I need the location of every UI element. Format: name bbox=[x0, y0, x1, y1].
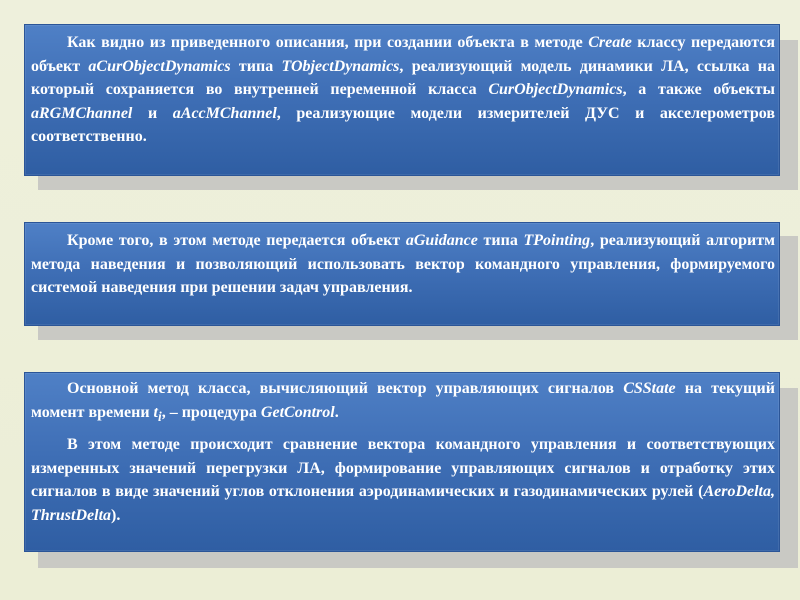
code-term: aAccMChannel bbox=[172, 104, 277, 122]
math-variable: t bbox=[153, 403, 158, 421]
paragraph bbox=[31, 31, 775, 149]
text: классу передаются объект bbox=[31, 34, 776, 75]
math-subscript: i bbox=[158, 408, 162, 424]
text: , а также объекты bbox=[622, 81, 775, 98]
text: Кроме того, в этом методе передается объект bbox=[67, 232, 406, 249]
paragraph bbox=[31, 229, 775, 300]
text: на текущий момент времени bbox=[31, 380, 775, 421]
text: В этом методе происходит сравнение вектора командного управления и соответствующих измеренных значений перегрузки ЛА, формирование управляющих сигналов и отработку этих сигналов в виде значений углов отклонения аэродинамических и газодинамических рулей ( bbox=[31, 436, 775, 501]
text-panel-create-method bbox=[24, 24, 780, 176]
text: ). bbox=[111, 506, 121, 524]
text-panel-guidance bbox=[24, 222, 780, 326]
text: типа bbox=[477, 232, 524, 249]
code-term: aGuidance bbox=[405, 232, 478, 249]
paragraph bbox=[31, 377, 775, 428]
text-panel-getcontrol bbox=[24, 372, 780, 552]
code-term: aRGMChannel bbox=[31, 104, 133, 122]
code-term: AeroDelta, ThrustDelta bbox=[31, 483, 775, 524]
text: , реализующий модель динамики ЛА, ссылка на который сохраняется во внутренней переменной класса bbox=[31, 57, 776, 98]
text: . bbox=[334, 403, 339, 421]
text: и bbox=[132, 104, 173, 122]
text: , реализующий алгоритм метода наведения и позволяющий использовать вектор командного управления, формируемого системой наведения при решении задач управления. bbox=[31, 232, 775, 296]
text: , реализующие модели измерителей ДУС и акселерометров соответственно. bbox=[31, 104, 775, 145]
code-term: TPointing bbox=[523, 232, 591, 249]
code-term: aCurObjectDynamics bbox=[88, 57, 231, 75]
text: типа bbox=[230, 57, 282, 75]
text: Основной метод класса, вычисляющий вектор управляющих сигналов bbox=[67, 380, 624, 397]
code-term: CurObjectDynamics bbox=[488, 81, 623, 98]
paragraph bbox=[31, 433, 775, 527]
text: , – процедура bbox=[161, 403, 261, 421]
text: Как видно из приведенного описания, при создании объекта в методе bbox=[67, 34, 589, 51]
code-term: TObjectDynamics bbox=[281, 57, 400, 75]
code-term: Create bbox=[588, 34, 632, 51]
code-term: GetControl bbox=[260, 403, 335, 421]
code-term: CSState bbox=[623, 380, 676, 397]
